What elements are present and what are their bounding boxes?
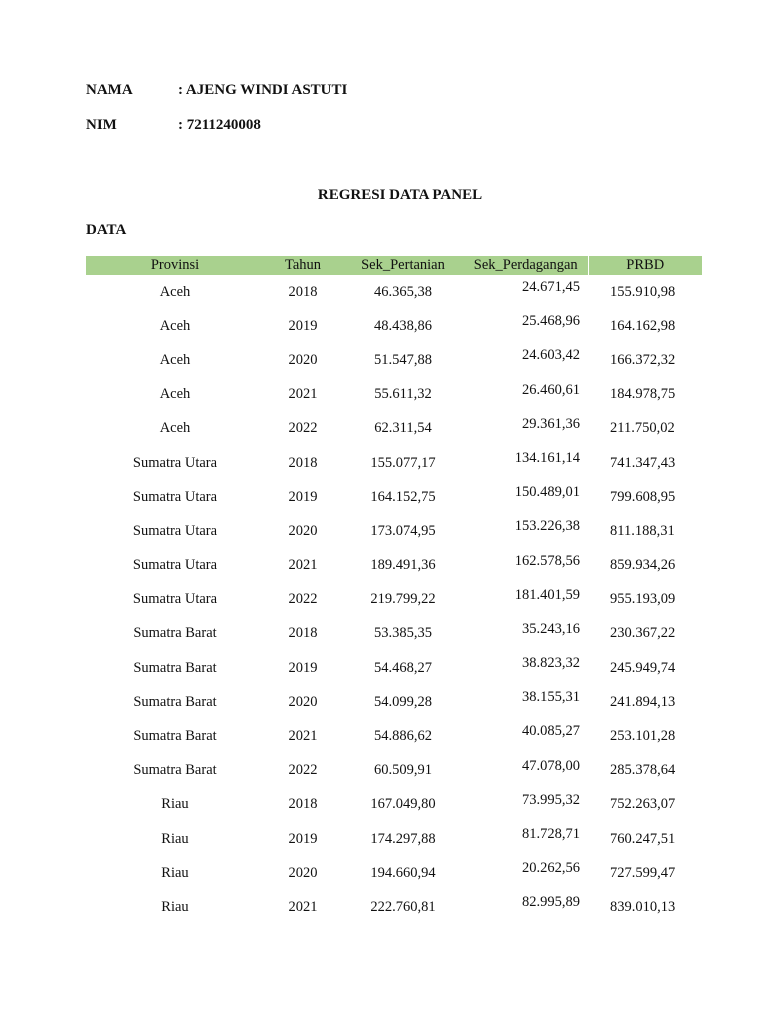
cell-provinsi: Sumatra Utara [132,488,218,505]
cell-tahun: 2022 [288,420,318,437]
cell-sek-perdagangan: 73.995,32 [522,791,580,808]
cell-sek-pertanian: 54.886,62 [374,728,432,745]
cell-provinsi: Sumatra Barat [133,659,217,676]
cell-sek-perdagangan: 40.085,27 [522,723,580,740]
cell-sek-pertanian: 174.297,88 [370,830,436,847]
nama-value: : AJENG WINDI ASTUTI [178,82,348,98]
nim-label: NIM [86,117,117,133]
cell-provinsi: Aceh [159,420,191,437]
table-row [86,856,702,890]
cell-sek-perdagangan: 24.603,42 [522,347,580,364]
cell-prbd: 253.101,28 [610,728,676,745]
cell-provinsi: Sumatra Utara [132,591,218,608]
cell-prbd: 155.910,98 [610,283,676,300]
cell-provinsi: Riau [161,898,189,915]
cell-sek-pertanian: 51.547,88 [374,351,432,368]
cell-provinsi: Aceh [159,283,191,300]
cell-sek-perdagangan: 38.823,32 [522,655,580,672]
cell-prbd: 166.372,32 [610,351,676,368]
cell-tahun: 2020 [288,522,318,539]
column-header-tahun: Tahun [284,257,322,273]
table-row [86,719,702,753]
cell-prbd: 285.378,64 [610,762,676,779]
table-row [86,583,702,617]
cell-tahun: 2021 [288,386,318,403]
cell-sek-pertanian: 167.049,80 [370,796,436,813]
cell-sek-perdagangan: 38.155,31 [522,689,580,706]
cell-sek-pertanian: 155.077,17 [370,454,436,471]
cell-sek-perdagangan: 47.078,00 [522,757,580,774]
nim-value: : 7211240008 [178,117,261,133]
cell-provinsi: Riau [161,830,189,847]
cell-provinsi: Sumatra Barat [133,762,217,779]
cell-prbd: 211.750,02 [610,420,675,437]
cell-prbd: 184.978,75 [610,386,676,403]
cell-provinsi: Sumatra Barat [133,693,217,710]
nama-label: NAMA [86,82,133,98]
cell-provinsi: Aceh [159,351,191,368]
data-table [86,256,702,925]
cell-provinsi: Sumatra Utara [132,454,218,471]
table-row [86,651,702,685]
cell-tahun: 2020 [288,864,318,881]
cell-prbd: 760.247,51 [610,830,676,847]
cell-sek-pertanian: 189.491,36 [370,557,436,574]
table-header-row [86,256,702,275]
cell-tahun: 2018 [288,283,318,300]
cell-tahun: 2021 [288,728,318,745]
cell-sek-perdagangan: 26.460,61 [522,381,580,398]
table-row [86,788,702,822]
cell-tahun: 2018 [288,454,318,471]
cell-sek-pertanian: 46.365,38 [374,283,432,300]
table-row [86,685,702,719]
cell-tahun: 2019 [288,488,318,505]
table-row [86,514,702,548]
cell-prbd: 241.894,13 [610,693,676,710]
cell-tahun: 2021 [288,557,318,574]
cell-sek-pertanian: 164.152,75 [370,488,436,505]
cell-sek-perdagangan: 134.161,14 [514,449,580,466]
cell-provinsi: Sumatra Barat [133,728,217,745]
cell-prbd: 230.367,22 [610,625,676,642]
cell-prbd: 839.010,13 [610,898,676,915]
table-row [86,309,702,343]
cell-sek-pertanian: 53.385,35 [374,625,432,642]
cell-provinsi: Sumatra Utara [132,557,218,574]
table-body [86,275,702,925]
cell-prbd: 245.949,74 [610,659,676,676]
cell-tahun: 2021 [288,898,318,915]
table-row [86,617,702,651]
cell-prbd: 955.193,09 [610,591,676,608]
cell-provinsi: Aceh [159,386,191,403]
cell-prbd: 727.599,47 [610,864,676,881]
cell-sek-pertanian: 62.311,54 [374,420,432,437]
cell-sek-pertanian: 222.760,81 [370,898,436,915]
cell-provinsi: Aceh [159,317,191,334]
table-row [86,343,702,377]
cell-prbd: 799.608,95 [610,488,676,505]
cell-sek-pertanian: 194.660,94 [370,864,436,881]
page-title: REGRESI DATA PANEL [317,187,483,203]
table-row [86,890,702,924]
cell-tahun: 2019 [288,659,318,676]
cell-sek-pertanian: 54.468,27 [374,659,432,676]
cell-tahun: 2022 [288,762,318,779]
cell-sek-perdagangan: 153.226,38 [514,518,580,535]
cell-sek-pertanian: 173.074,95 [370,522,436,539]
cell-tahun: 2020 [288,693,318,710]
table-row [86,549,702,583]
column-header-sek-pertanian: Sek_Pertanian [361,257,445,273]
cell-sek-perdagangan: 162.578,56 [514,552,580,569]
column-header-prbd: PRBD [588,256,702,275]
section-label-data: DATA [86,222,127,238]
cell-provinsi: Riau [161,864,189,881]
table-row [86,754,702,788]
table-row [86,480,702,514]
cell-sek-perdagangan: 20.262,56 [522,860,580,877]
table-row [86,822,702,856]
cell-sek-pertanian: 55.611,32 [374,386,432,403]
cell-tahun: 2018 [288,625,318,642]
cell-provinsi: Sumatra Utara [132,522,218,539]
cell-tahun: 2020 [288,351,318,368]
cell-tahun: 2019 [288,830,318,847]
table-row [86,412,702,446]
cell-prbd: 164.162,98 [610,317,676,334]
cell-tahun: 2019 [288,317,318,334]
table-row [86,446,702,480]
cell-prbd: 752.263,07 [610,796,676,813]
cell-sek-perdagangan: 150.489,01 [514,484,580,501]
table-row [86,275,702,309]
cell-sek-pertanian: 54.099,28 [374,693,432,710]
cell-sek-perdagangan: 29.361,36 [522,415,580,432]
cell-sek-perdagangan: 82.995,89 [522,894,580,911]
cell-tahun: 2018 [288,796,318,813]
cell-prbd: 811.188,31 [610,522,675,539]
cell-sek-perdagangan: 35.243,16 [522,620,580,637]
column-header-provinsi: Provinsi [150,257,200,273]
cell-sek-pertanian: 48.438,86 [374,317,432,334]
cell-sek-pertanian: 60.509,91 [374,762,432,779]
cell-tahun: 2022 [288,591,318,608]
column-header-sek-perdagangan: Sek_Perdagangan [473,257,578,273]
cell-sek-perdagangan: 25.468,96 [522,313,580,330]
table-row [86,378,702,412]
cell-sek-perdagangan: 181.401,59 [514,586,580,603]
cell-provinsi: Sumatra Barat [133,625,217,642]
cell-sek-perdagangan: 81.728,71 [522,826,580,842]
cell-sek-pertanian: 219.799,22 [370,591,436,608]
cell-prbd: 741.347,43 [610,454,676,471]
cell-provinsi: Riau [161,796,189,813]
cell-prbd: 859.934,26 [610,557,676,574]
cell-sek-perdagangan: 24.671,45 [522,279,580,295]
